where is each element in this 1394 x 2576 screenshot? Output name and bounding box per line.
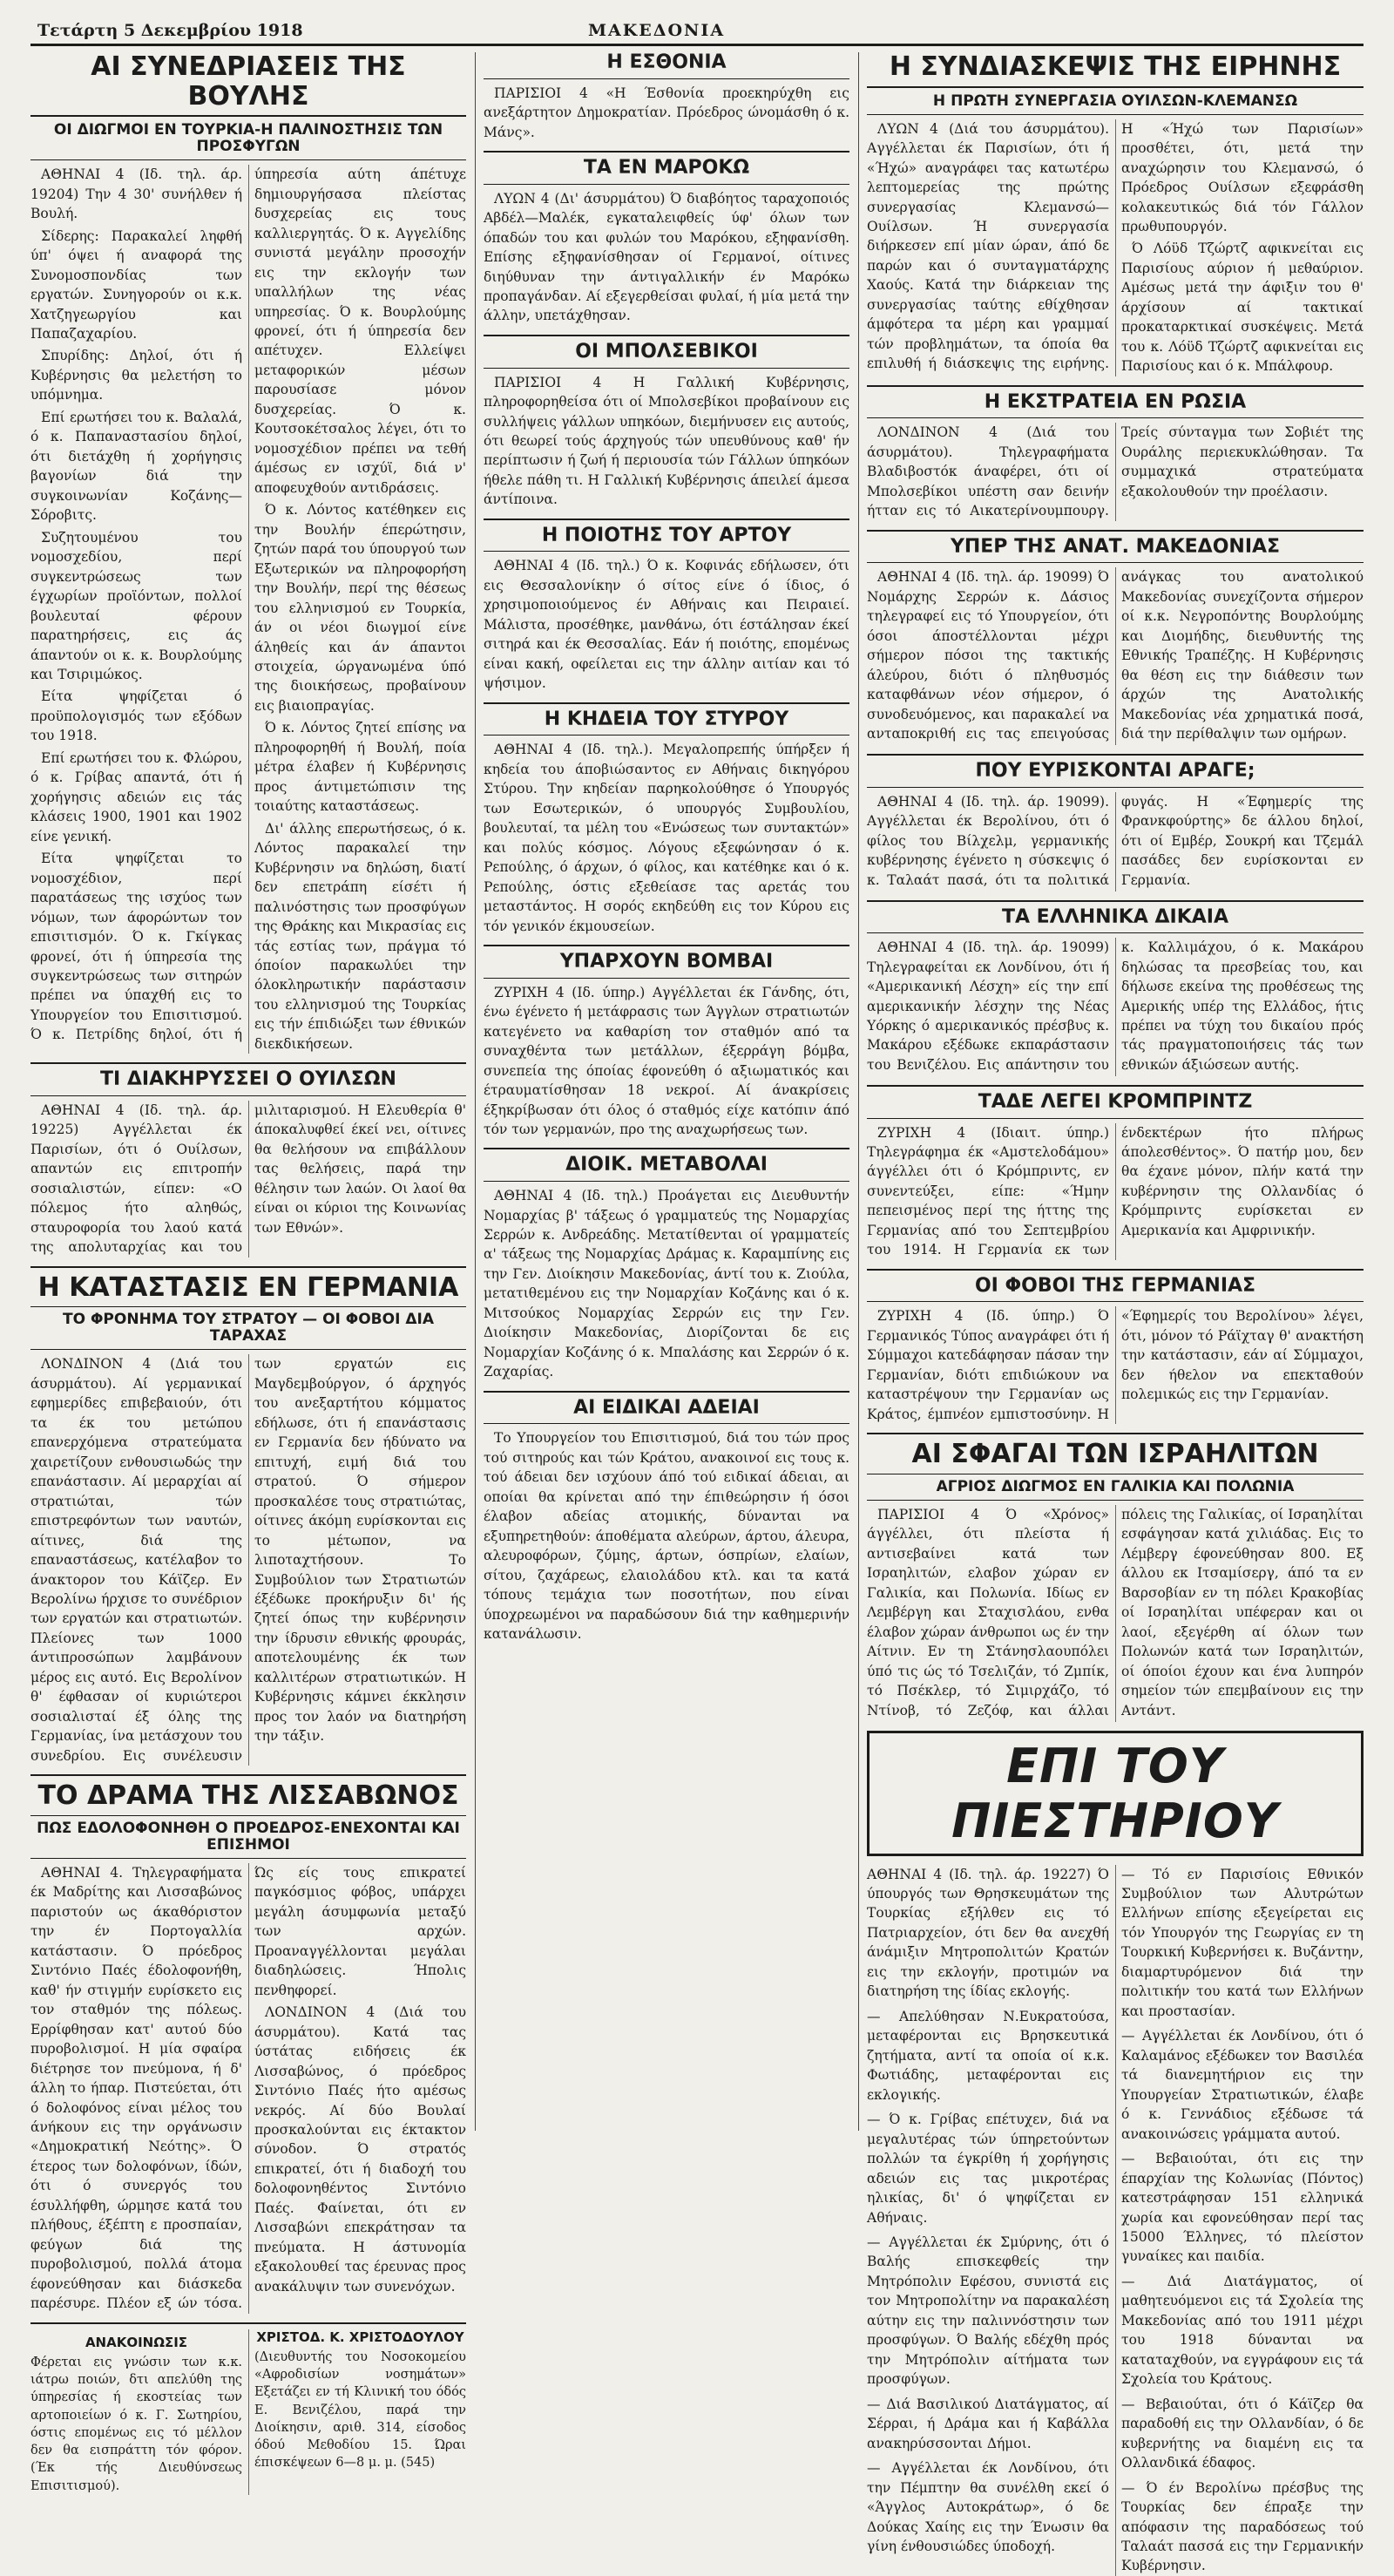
article-bread: [484, 519, 849, 694]
paragraph: Το Υπουργείον του Επισιτισμού, διά του τών προς τού σιτηρούς και τών Κράτου, ανακοινοί εις τους κ. τού άδειαι δεν ισχύουν άπό τού ειδικαί άδειαι, αι οποίαι θα κρίνεται από την έπιθεώρησιν ή όσοι έλαβον αδείας ατομικής, δύνανται να εξυπηρετηθούν: άποθέματα αλεύρων, άρτου, άλευρα, αλευροφόρων, ζύμης, άρτων, όσπρίων, ελαίων, σίτου, ζαχάρεως, ελαιολάδου κτλ. και τα κατά τόπους τεμάχια των ποσοτήτων, που είναι ύποχρεωμένοι να παραδώσουν διά την καθημερινήν κατανάλωσιν.: [484, 1430, 849, 1643]
paragraph: ΑΘΗΝΑΙ 4 (Ιδ. τηλ. άρ. 19225) Αγγέλλεται έκ Παρισίων, ότι ό Ουίλσων, απαντών εις επιτροπήν σοσιαλιστών, είπεν: «Ο πόλεμος ήτο αληθώς, σταυροφορία του λαού κατά της απολυταρχίας και του μιλιταρισμού. Η Ελευθερία θ' άποκαλυφθεί έκεί νει, οίτινες θα θελήσουν να επιβάλλουν τας θελήσεις, παρά την θέλησιν των λαών. Οι λαοί θα είναι οι κύριοι της Κοινωνίας των Εθνών».: [30, 1102, 466, 1256]
article-body: [867, 423, 1364, 520]
article-esthonia: [484, 52, 849, 142]
paragraph: ΠΑΡΙΣΙΟΙ 4 Η Γαλλική Κυβέρνησις, πληροφορηθείσα ότι οί Μπολσεβίκοι προβαίνουν εις συλλήψεις γάλλων υπηκόων, διεμήνυσεν εις αυτούς, ότι θεωρεί τούς άρχηγούς τών υπευθύνους καθ' ήν περίπτωσιν ή ζωή ή περιουσία τών Γάλλων ύπηκόων ήθελε πάθη τι. Η Γαλλική Κυβέρνησις άπειλεί άμεσα άντίποινα.: [484, 374, 849, 508]
paragraph: ΑΘΗΝΑΙ 4 (Ιδ. τηλ. άρ. 19099) Ό Νομάρχης Σερρών κ. Δάσιος τηλεγραφεί εις τό Υπουργείον, ότι όσοι άποστέλλονται μέχρι σήμερον πόσοι της τακτικής άλεύρου, διότι ό πληθυσμός καταφθάνων νέον σήμερον, ό συνοδευόμενος, και παρακαλεί να ανταποκριθή εις τας επειγούσας ανάγκας του ανατολικού Μακεδονίας συνεχίζοντα σήμερον οί κ.κ. Νεγροπόντης Βουρλούμης και Διομήδης, διευθυντής της Εθνικής Τραπέζης. Η Κυβέρνησις θα θέση εις την διάθεσιν των άρχών της Ανατολικής Μακεδονίας νέα χρηματικά ποσά, διά την περίθαλψιν των ομήρων.: [867, 569, 1364, 742]
paragraph: ΑΘΗΝΑΙ 4 (Ιδ. τηλ.) Προάγεται εις Διευθυντήν Νομαρχίας β' τάξεως ό γραμματεύς της Νομαρχίας Σερρών κ. Ανδρεάδης. Μετατίθενται οί γραμματείς α' τάξεως της Νομαρχίας Δράμας κ. Καραμπίνης εις την Γεν. Διοίκησιν Μακεδονίας, άντί του κ. Ζιούλα, μετατιθεμένου εις την Νομαρχίαν Κοζάνης και ό κ. Μιτσούκος Νομαρχίας Σερρών εις την Γεν. Διοίκησιν Μακεδονίας, Διορίζονται δε εις Νομαρχίαν Κοζάνης ό κ. Μπαλάσης και Σερρών ό κ. Ζαχαρίας.: [484, 1188, 849, 1380]
press-item: — Ό κ. Γρίβας επέτυχεν, διά να μεγαλυτέρας τών ύπηρετούντων πολλών τα έγκρίθη ή χορήγησις αδειών εις τας μικροτέρας ηλικίας, δι' ό ψηφίζεται εν Αθήναις.: [867, 2112, 1109, 2226]
press-banner: ΕΠΙ ΤΟΥ ΠΙΕΣΤΗΡΙΟΥ: [867, 1731, 1364, 1856]
headline: Η ΕΚΣΤΡΑΤΕΙΑ ΕΝ ΡΩΣΙΑ: [984, 390, 1247, 413]
paragraph: Ό κ. Λόντος κατέθηκεν εις την Βουλήν έπερώτησιν, ζητών παρά του ύπουργού των Εξωτερικών να πληροφορήση την Βουλήν, περί της θέσεως του ελληνισμού εν Τουρκία, άν οι νέοι διωγμοί είνε άληθείς και άν άπαντοι στοιχεία, ώργανωμένα ύπό της διοικήσεως, προβαίνουν εις βιαιοπραγίας.: [254, 502, 466, 714]
issue-date: Τετάρτη 5 Δεκεμβρίου 1918: [37, 21, 303, 40]
article-russia: [867, 385, 1364, 521]
paragraph: Είτα ψηφίζεται το νομοσχέδιον, περί παρατάσεως της ισχύος των νόμων, των άφορώντων τον επισιτισμόν. Ό κ. Γκίγκας φρονεί, ότι ή ύπηρεσία της συγκεντρώσεως των σιτηρών πρέπει να ύπαχθή εις το Υπουργείον του Επισιτισμού. Ό κ. Πετρίδης δηλοί, ότι ή ύπηρεσία αύτη άπέτυχε δημιουργήσασα πλείστας δυσχερείας εις τους καλλιεργητάς. Ό κ. Αγγελίδης συνιστά μεγάλην προσοχήν εις την εκλογήν των υπαλλήλων της νέας υπηρεσίας. Ό κ. Βουρλούμης φρονεί, ότι ή ύπηρεσία δεν απέτυχεν. Ελλείψει μεταφορικών μέσων παρουσίασε μόνον δυσχερείας. Ό κ. Κουτσοκέτσαλος λέγει, ότι το νομοσχέδιον πρέπει να τεθή άμέσως εν ισχύϊ, διά ν' αποφευχθούν αντιδράσεις.: [30, 166, 466, 1043]
press-item: ΑΘΗΝΑΙ 4 (Ιδ. τηλ. άρ. 19227) Ό ύπουργός των Θρησκευμάτων της Τουρκίας εξήλθεν εις τό Πατριαρχείον, ότι δεν θα ανεχθή άνάμιξιν Μητροπολιτών Κρατών εις την εκλογήν, προτιμών να διατηρήση της ίδίας εκλογής.: [867, 1866, 1109, 2000]
article-body: [30, 1101, 466, 1257]
paragraph: Είτα ψηφίζεται ό προϋπολογισμός των εξόδων του 1918.: [30, 688, 242, 744]
paragraph: ΑΘΗΝΑΙ 4 (Ιδ. τηλ. άρ. 19099) Τηλεγραφείται εκ Λονδίνου, ότι ή «Αμερικανική Λέσχη» είς την επί αμερικανικήν λέσχην της Νέας Υόρκης ό αμερικανικός πρέσβυς κ. Μακάρου εξέδωκε εκπαράστασιν του Βενιζέλου. Εις απάντησιν του κ. Καλλιμάχου, ό κ. Μακάρου δηλώσας τα πρεσβείας του, και δήλωσε εκείνα της προθέσεως της Αμερικής υπέρ της Ελλάδος, ήτις πρέπει να τύχη του δικαίου πρός τάς πραγματοποιήσεις τάς των εθνικών άξιώσεων αυτής.: [867, 939, 1364, 1073]
paragraph: ΖΥΡΙΧΗ 4 (Ιδ. ύπηρ.) Αγγέλλεται έκ Γάνδης, ότι, ένω έγένετο ή μετάφρασις των Άγγλων στρατιωτών κατεγένετο να καθαρίση τον σταθμόν από τα συναχθέντα των μετάλλων, έξερράγη βόμβα, συνεπεία της όποίας έφονεύθη ό αξιωματικός και έτραυματίσθησαν 18 νεκροί. Αί άνακρίσεις έξηκρίβωσαν ότι όλος ό σταθμός είχε κατόπιν άπό τόν των γερμανών, προ της αναχωρήσεως των.: [484, 984, 849, 1137]
paragraph: Επί ερωτήσει του κ. Φλώρου, ό κ. Γρίβας απαντά, ότι ή χορήγησις αδειών εις τάς κλάσεις 1900, 1901 και 1902 είνε γενική.: [30, 749, 242, 844]
subheadline: ΤΟ ΦΡΟΝΗΜΑ ΤΟΥ ΣΤΡΑΤΟΥ — ΟΙ ΦΟΒΟΙ ΔΙΑ ΤΑΡΑΧΑΣ: [63, 1311, 434, 1346]
column-divider: [475, 52, 476, 2131]
article-body: [484, 189, 849, 326]
paragraph: ΛΥΩΝ 4 (Δι' άσυρμάτου) Ό διαβόητος ταραχοποιός Αβδέλ—Μαλέκ, εγκαταλειφθείς ύφ' όλων των όπαδών του και φυλών του Μαρόκου, εξηφανίσθη. Επίσης εξηφανίσθησαν οί Γερμανοί, οίτινες διηύθυναν την άντιγαλλικήν έν Μαρόκω προπαγάνδαν. Αί εξεγερθείσαι φυλαί, ή μία μετά την άλλην, υπετάχθησαν.: [484, 190, 849, 324]
paragraph: ΠΑΡΙΣΙΟΙ 4 Ό «Χρόνος» άγγέλλει, ότι πλείστα ή αντισεβαίνει κατά των Ισραηλιτών, ελαβον χώραν εν Γαλικία, και Πολωνία. Ιδίως εν Λεμβέργη και Σταχισλάου, ενθα έλαβον χώραν άνθρωποι ως έν την Αίτνιν. Εν τη Στάνησλαουπόλει ύπό τις ώς τό Τσελιζάν, τό Ζμπίκ, τό Πσέκλερ, τό Σιμιρχάζο, τό Ντίνοβ, τό Ζεζόφ, και άλλαι πόλεις της Γαλικίας, οί Ισραηλίται εσφάγησαν κατά χιλιάδας. Εις το Λέμβεργ έφονεύθησαν 800. Εξ άλλου εκ Ιτσαμίσεργ, άπό τα εν Βαρσοβίαν εν τη πόλει Κρακοβίας οί Ισραηλίται υπέφεραν και οι λαοί, εξεγέρθη αί όλων των Πολωνών κατά των Ισραηλιτών, οί όποίοι έχουν και ένα λυπηρόν σημείον τών επεμβαίνουν εις την Αντάντ.: [867, 1506, 1364, 1718]
paragraph: ΑΘΗΝΑΙ 4 (Ιδ. τηλ.). Μεγαλοπρεπής ύπήρξεν ή κηδεία του άποβιώσαντος εν Αθήναις δικηγόρου Στύρου. Την κηδείαν παρηκολούθησε ό Υπουργός των Εσωτερικών, ό υπουργός Συμβουλίου, βουλευταί, τα μέλη του «Ενώσεως των συντακτών» και πολύς κόσμος. Λόγους εξεφώνησαν ό κ. Ρεπούλης, ό άρχων, ό φίλος, και κατέθηκε και ό κ. Ρεπούλης, όστις εξεθείασε τας αρετάς του μεταστάντος. Η σορός εκηδεύθη εις τον Κύρου εις τόν γενικόν έκμουσείων.: [484, 742, 849, 934]
headline: Η ΕΣΘΟΝΙΑ: [606, 51, 727, 73]
press-items-right: [1121, 1865, 1364, 2576]
paragraph: ΑΘΗΝΑΙ 4 (Ιδ. τηλ. άρ. 19204) Την 4 30' συνήλθεν ή Βουλή.: [30, 166, 242, 222]
press-item: — Απελύθησαν Ν.Ευκρατούσα, μεταφέρονται εις Βρησκευτικά ζητήματα, αντί τα οποία οί κ.κ. Φωτιάδης, μεταφέρονται εις εκλογικής.: [867, 2008, 1109, 2103]
article-ouilson: [30, 1062, 466, 1257]
paragraph: Σίδερης: Παρακαλεί ληφθή ύπ' όψει ή αναφορά της Συνομοσπονδίας των εργατών. Συνηγορούν οι κ.κ. Χατζηγεωργίου και Παπαζαχαρίου.: [30, 227, 242, 342]
paragraph: ΛΟΝΔΙΝΟΝ 4 (Διά του άσυρμάτου). Τηλεγραφήματα Βλαδιβοστόκ άναφέρει, ότι οί Μπολσεβίκοι υπέστη σαν δεινήν ήτταν εις τό Αικατερίνουμπουργ. Τρείς σύνταγμα των Σοβιέτ της Ουράλης περιεκυκλώθησαν. Τα συμμαχικά στρατεύματα εξακολουθούν την προέλασιν.: [867, 424, 1364, 519]
headline: ΟΙ ΜΠΟΛΣΕΒΙΚΟΙ: [575, 340, 758, 363]
subheadline: ΠΩΣ ΕΔΟΛΟΦΟΝΗΘΗ Ο ΠΡΟΕΔΡΟΣ-ΕΝΕΧΟΝΤΑΙ ΚΑΙ ΕΠΙΣΗΜΟΙ: [37, 1819, 460, 1854]
paragraph: Δι' άλλης επερωτήσεως, ό κ. Λόντος παρακαλεί την Κυβέρνησιν να δηλώση, διατί δεν επετράπη είσέτι ή παλινόστησις των προσφύγων της Θράκης και Μικρασίας εις τάς εστίας των, πράγμα τό όποίον παρακωλύει την όλοκληρωτικήν παράστασιν του ελληνισμού της Τουρκίας εις τήν έπιδιώξει των έθνικών διεκδικήσεων.: [254, 820, 466, 1052]
article-lisbon: [30, 1774, 466, 2313]
article-leaves: [484, 1391, 849, 1644]
advertisement-text: (Διευθυντής του Νοσοκομείου «Αφροδισίων νοσημάτων» Εξετάζει εν τή Κλινική του όδός Ε. Βενιζέλου, παρά την Διοίκησιν, αριθ. 314, είσοδος όδού Μεθοδίου 15. Ώραι έπισκέψεων 6—8 μ. μ. (545): [254, 2349, 466, 2471]
article-body: [867, 567, 1364, 745]
press-item: — Βεβαιούται, ότι ό Κάϊζερ θα παραδοθή εις την Ολλανδίαν, ό δε κυβερνήτης να διαμένη εις τα Ολλανδικά έδαφος.: [1121, 2396, 1364, 2471]
article-body: [484, 1428, 849, 1644]
article-body: [484, 740, 849, 936]
press-item: — Τό εν Παρισίοις Εθνικόν Συμβούλιον των Αλυτρώτων Ελλήνων επίσης εξεγείρεται εις τόν Υπουργόν της Γεωργίας εν τη Τουρκική Κυβερνήσει κ. Βυζάντην, διαμαρτυρόμενον διά την πολιτικήν του κατά των Ελλήνων και προστασίαν.: [1121, 1866, 1364, 2019]
column-1: [30, 51, 466, 2493]
headline: ΤΑΔΕ ΛΕΓΕΙ ΚΡΟΜΠΡΙΝΤΖ: [978, 1090, 1253, 1113]
press-items-left: [867, 1865, 1109, 2557]
article-where: [867, 754, 1364, 891]
article-body: [867, 1306, 1364, 1424]
paragraph: Σπυρίδης: Δηλοί, ότι ή Κυβέρνησις θα μελετήση το υπόμνημα.: [30, 348, 242, 403]
article-crownprince: [867, 1085, 1364, 1260]
headline: Η ΠΟΙΟΤΗΣ ΤΟΥ ΑΡΤΟΥ: [541, 524, 792, 546]
article-body: [867, 119, 1364, 376]
article-body: [30, 1863, 466, 2314]
press-item: — Διά Διατάγματος, οί μαθητευόμενοι εις τά Σχολεία της Μακεδονίας από του 1911 μέχρι του 1918 δύνανται να καταταχθούν, να εγγράφουν εις τά Σχολεία του Κράτους.: [1121, 2273, 1364, 2388]
paragraph: Συζητουμένου του νομοσχεδίου, περί συγκεντρώσεως των έγχωρίων προϊόντων, πολλοί βουλευταί φέρουν παρατηρήσεις, εις άς άπαντούν οι κ. κ. Βουρλούμης και Τσιριμώκος.: [30, 529, 242, 682]
article-body: [30, 165, 466, 1054]
headline: ΠΟΥ ΕΥΡΙΣΚΟΝΤΑΙ ΑΡΑΓΕ;: [975, 760, 1255, 783]
headline: ΤΑ ΕΛΛΗΝΙΚΑ ΔΙΚΑΙΑ: [1001, 905, 1228, 928]
article-body: [484, 373, 849, 510]
article-body: [867, 1123, 1364, 1260]
press-item: — Αγγέλλεται έκ Λονδίνου, ότι ό Καλαμάνος εξέδωκεν τον Βασιλέα τά διανεμητήριον εις την Υπουργείαν Στρατιωτικών, έλαβε ό κ. Γεννάδιος εξέδωσε τά ανακοινώσεις γράμματα αυτού.: [1121, 2028, 1364, 2142]
headline: ΥΠΑΡΧΟΥΝ ΒΟΜΒΑΙ: [559, 951, 774, 973]
advertisement-title: ΧΡΙΣΤΟΔ. Κ. ΧΡΙΣΤΟΔΟΥΛΟΥ: [256, 2329, 464, 2345]
headline: ΤΙ ΔΙΑΚΗΡΥΣΣΕΙ Ο ΟΥΙΛΣΩΝ: [100, 1068, 396, 1091]
article-body: [867, 792, 1364, 891]
article-rights: [867, 900, 1364, 1076]
press-item: — Αγγέλλεται έκ Σμύρνης, ότι ό Βαλής επισκεφθείς την Μητρόπολιν Εφέσου, συνιστά εις τον Μητροπολίτην να παρακαλέση αύτην εις την παλιννόστησιν των προσφύγων. Ό Βαλής εδέχθη πρός την Μητρόπολιν αίτήματα των προσφύγων.: [867, 2234, 1109, 2388]
article-body: [867, 938, 1364, 1076]
headline: ΥΠΕΡ ΤΗΣ ΑΝΑΤ. ΜΑΚΕΔΟΝΙΑΣ: [950, 535, 1281, 558]
column-3: [867, 51, 1364, 2574]
subheadline: ΟΙ ΔΙΩΓΜΟΙ ΕΝ ΤΟΥΡΚΙΑ-Η ΠΑΛΙΝΟΣΤΗΣΙΣ ΤΩΝ ΠΡΟΣΦΥΓΩΝ: [53, 121, 443, 156]
press-item: — Βεβαιούται, ότι εις την έπαρχίαν της Κολωνίας (Πόντος) κατεστράφησαν 151 ελληνικά χωρία και εφονεύθησαν περί τας 15000 Έλληνες, τό πλείστον γυναίκες και παιδία.: [1121, 2151, 1364, 2265]
article-morocco: [484, 151, 849, 326]
subheadline: Η ΠΡΩΤΗ ΣΥΝΕΡΓΑΣΙΑ ΟΥΙΛΣΩΝ-ΚΛΕΜΑΝΣΩ: [932, 92, 1298, 110]
article-fears: [867, 1269, 1364, 1424]
headline: ΑΙ ΣΥΝΕΔΡΙΑΣΕΙΣ ΤΗΣ ΒΟΥΛΗΣ: [91, 51, 406, 112]
column-2: [484, 52, 849, 2131]
article-body: [867, 1505, 1364, 1722]
paragraph: Ό Λόϋδ Τζώρτζ αφικνείται εις Παρισίους αύριον ή μεθαύριον. Αμέσως μετά την άφιξιν του θ' άρχίσουν αί τακτικαί προκαταρκτικαί συσκέψεις. Μετά του κ. Λόϋδ Τζώρτζ αφικνείται εις Παρισίους και ό κ. Μπάλφουρ.: [1121, 241, 1364, 375]
announcement-text: Φέρεται εις γνώσιν των κ.κ. ιάτρω ποιών, δτι απελύθη της ύπηρεσίας ή εκοστείας των αρτοποιείων ό κ. Γ. Σωτηρίου, όστις επομένως εις τό μέλλον δεν θα εισπράττη τόν φόρον. (Έκ τής Διευθύνσεως Επισιτισμού).: [30, 2355, 242, 2493]
article-body: [484, 1186, 849, 1382]
headline: ΟΙ ΦΟΒΟΙ ΤΗΣ ΓΕΡΜΑΝΙΑΣ: [974, 1274, 1256, 1297]
announcement-title: ΑΝΑΚΟΙΝΩΣΙΣ: [85, 2334, 188, 2350]
headline: Η ΚΑΤΑΣΤΑΣΙΣ ΕΝ ΓΕΡΜΑΝΙΑ: [37, 1271, 459, 1303]
column-divider: [858, 52, 859, 2131]
article-boule: [30, 52, 466, 1054]
headline: ΔΙΟΙΚ. ΜΕΤΑΒΟΛΑΙ: [565, 1154, 768, 1176]
press-item: — Αγγέλλεται έκ Λονδίνου, ότι την Πέμπτην θα συνέλθη εκεί ό «Άγγλος Αυτοκράτωρ», ό δε Δούκας Χαίης εις την Ένωσιν θα γίνη ένθουσιώδες ύποδοχή.: [867, 2460, 1109, 2554]
headline: ΤΟ ΔΡΑΜΑ ΤΗΣ ΛΙΣΣΑΒΩΝΟΣ: [37, 1780, 459, 1812]
press-items: [867, 1865, 1364, 2576]
paragraph: ΖΥΡΙΧΗ 4 (Ιδιαιτ. ύπηρ.) Τηλεγράφημα έκ «Αμστελοδάμου» άγγέλλει ότι ό Κρόμπριντς, εν συνεντεύξει, είπε: «Ήμην πεπεισμένος περί της ήττης της Γερμανίας από του Σεπτεμβρίου του 1914. Η Γερμανία εκ των ένδεκτέρων ήτο πλήρως άπολεσθέντος». Ό πατήρ μου, δεν θα έχανε μόνον, πλήν κατά την κυβέρνησιν της Ολλανδίας ό Κρόμπριντς ευρίσκεται εν Αμερικανία και Αμφρινικήν.: [867, 1124, 1364, 1258]
headline: Η ΣΥΝΔΙΑΣΚΕΨΙΣ ΤΗΣ ΕΙΡΗΝΗΣ: [889, 51, 1342, 82]
headline: ΑΙ ΣΦΑΓΑΙ ΤΩΝ ΙΣΡΑΗΛΙΤΩΝ: [911, 1439, 1319, 1470]
article-body: [484, 983, 849, 1140]
article-body: [30, 1354, 466, 1766]
paragraph: ΑΘΗΝΑΙ 4 (Ιδ. τηλ. άρ. 19099). Αγγέλλεται έκ Βερολίνου, ότι ό φίλος του Βίλχελμ, γερμανικής κυβέρνησης έγένετο η σύσκεψις ό κ. Ταλαάτ πασά, ότι τα πολιτικά φυγάς. Η «Έφημερίς της Φρανκφούρτης» δε άλλου δηλοί, ότι οί Εμβέρ, Σουκρή και Τζεμάλ πασάδες δεν ευρίσκονται εν Γερμανία.: [867, 793, 1364, 888]
paragraph: ΖΥΡΙΧΗ 4 (Ιδ. ύπηρ.) Ό Γερμανικός Τύπος αναγράφει ότι ή Σύμμαχοι κατεδάφησαν πάσαν την Γερμανίαν, διότι επιδιώκουν να καταστρέψουν την Γερμανίαν ως Κράτος, έμπνέον εμπιστοσύνην. Η «Έφημερίς του Βερολίνου» λέγει, ότι, μόνον τό Ράϊχταγ θ' ανακτήση την κατάστασιν, εάν αί Σύμμαχοι, δεν ήθελον να επεκταθούν πολεμικώς εις την Γερμανίαν.: [867, 1308, 1364, 1422]
paragraph: ΑΘΗΝΑΙ 4 (Ιδ. τηλ.) Ό κ. Κοφινάς εδήλωσεν, ότι εις Θεσσαλονίκην ό σίτος είνε ό ίδιος, ό χρησιμοποιούμενος έν Αθήναις και Πειραιεί. Μάλιστα, προσέθηκε, μανθάνω, ότι έστάλησαν έκεί σιτηρά και έκ Θεσσαλίας. Εάν ή ποιότης, επομένως είναι κακή, οφείλεται εις την άλλην αιτίαν και τό ψήσιμον.: [484, 558, 849, 692]
headline: ΤΑ ΕΝ ΜΑΡΟΚΩ: [583, 157, 750, 180]
press-item: — Διά Βασιλικού Διατάγματος, αί Σέρραι, ή Δράμα και ή Καβάλλα ανακηρύσσονται Δήμοι.: [867, 2396, 1109, 2451]
headline: Η ΚΗΔΕΙΑ ΤΟΥ ΣΤΥΡΟΥ: [544, 708, 789, 730]
article-body: [484, 556, 849, 693]
press-item: — Ό έν Βερολίνω πρέσβυς της Τουρκίας δεν έπραξε την απόφασιν της παραδόσεως τού Ταλαάτ πασσά εις την Γερμανικήν Κυβέρνησιν.: [1121, 2479, 1364, 2574]
paragraph: Επί ερωτήσει του κ. Βαλαλά, ό κ. Παπαναστασίου δηλοί, ότι διετάχθη ή χορήγησις βαγονίων διά την συγκοινωνίαν Κοζάνης—Σόροβιτς.: [30, 409, 242, 524]
article-funeral: [484, 702, 849, 936]
paragraph: ΛΟΝΔΙΝΟΝ 4 (Διά του άσυρμάτου). Αί γερμανικαί εφημερίδες επιβεβαιούν, ότι τα έκ του μετώπου επανερχόμενα στρατεύματα χαιρετίζουν ενθουσιωδώς την επανάστασιν. Αί μεραρχίαι αί στρατιώται, τών επιστρεφόντων των ναυτών, αίτινες, διά της επαναστάσεως, κατέλαβον το άνακτορον του Κάϊζερ. Εν Βερολίνω ήρχισε το συνέδριον των εργατών και στρατιωτών. Πλείονες των 1000 άντιπροσώπων λαμβάνουν μέρος εις αυτό. Εις Βερολίνον θ' έφθασαν οί κυριώτεροι σοσιαλισταί έξ όλης της Γερμανίας, ίνα μετάσχουν του συνεδρίου. Εις συνέλευσιν των εργατών εις Μαγδεμβούργον, ό άρχηγός του ανεξαρτήτου κόμματος εδήλωσε, ότι ή επανάστασις εν Γερμανία δεν ήδύνατο να επιτυχή, ειμή διά του στρατού. Ό σήμερον προσκαλέσε τους στρατιώτας, οίτινες άκόμη ευρίσκονται εις το μέτωπον, να λιποταχτήσουν. Το Συμβούλιον των Στρατιωτών έξέδωκε προκήρυξιν δι' ής ζητεί όπως την κυβέρνησιν την ίδρυσιν εθνικής φρουράς, αποτελουμένης έκ των καλλιτέρων στρατιωτικών. Η Κυβέρνησις κάμνει έκκλησιν προς τον λαόν να διατηρήση την τάξιν.: [30, 1356, 466, 1764]
newspaper-name: ΜΑΚΕΔΟΝΙΑ: [588, 21, 726, 40]
article-bombay: [484, 945, 849, 1139]
page-header: [30, 17, 1364, 46]
paragraph: ΑΘΗΝΑΙ 4. Τηλεγραφήματα έκ Μαδρίτης και Λισσαβώνος παριστούν ως άκαθόριστον την έν Πορτογαλλία κατάστασιν. Ό πρόεδρος Σιντόνιο Παές έδολοφονήθη, καθ' ήν στιγμήν ευρίσκετο εις τον σταθμόν της πόλεως. Ερρίφθησαν κατ' αυτού δύο πυροβολισμοί. Η μία σφαίρα διέτρησε τον πνεύμονα, ή δ' άλλη το ήπαρ. Πιστεύεται, ότι ό δολοφόνος είναι μέλος του άνήκουν εις την οργάνωσιν «Δημοκρατική Νεότης». Ό έτερος των δολοφόνων, ίδών, ότι ό συνεργός του έσυλλήφθη, ώρμησε κατά του πλήθους, έξέπτη ε προσπαίαν, φεύγων διά της πυροβολισμού, πολλά άτομα έφονεύθησαν και διάσκεδα παρέσυρε. Πλέον εξ ών τόσα. Ώς είς τους επικρατεί παγκόσμιος φόβος, υπάρχει μεγάλη άσυμφωνία μεταξύ των αρχών. Προαναγγέλλονται μεγάλαι διαδηλώσεις. Ήπολις πενθηφορεί.: [30, 1864, 466, 2312]
paragraph: ΛΥΩΝ 4 (Διά του άσυρμάτου). Αγγέλλεται έκ Παρισίων, ότι ή «Ήχώ» αναγράφει τας κατωτέρω λεπτομερείας της πρώτης συνεργασίας Κλεμανσώ—Ουίλσων. Ή συνεργασία διήρκεσεν επί μίαν ώραν, άπό δε παρών και ό συνταγματάρχης Χαούς. Κατά την διάρκειαν της συνεργασίας ταύτης εθίχθησαν άμφότερα τα μέρη και γραμμαί τών προβλημάτων, τα όποία θα επιλυθή ή διάσκεψις της ειρήνης. Η «Ήχώ των Παρισίων» προσθέτει, ότι, μετά την αναχώρησιν του Κλεμανσώ, ό Πρόεδρος Ουίλσων εξεφράσθη κολακευτικώς διά τόν Γάλλον πρωθυπουργόν.: [867, 120, 1364, 372]
article-bolsheviks: [484, 335, 849, 510]
paragraph: ΠΑΡΙΣΙΟΙ 4 «Η Έσθονία προεκηρύχθη εις ανεξάρτητον Δημοκρατίαν. Πρόεδρος ώνομάσθη ό κ. Μάνς».: [484, 85, 849, 140]
article-peace: [867, 52, 1364, 376]
paragraph: Ό κ. Λόντος ζητεί επίσης να πληροφορηθή ή Βουλή, ποία μέτρα έλαβεν ή Κυβέρνησις προς άντιμετώπισιν της τοιαύτης καταστάσεως.: [254, 720, 466, 815]
paragraph: ΛΟΝΔΙΝΟΝ 4 (Διά του άσυρμάτου). Κατά τας ύστάτας ειδήσεις έκ Λισσαβώνος, ό πρόεδρος Σιντόνιο Παές ήτο αμέσως νεκρός. Αί δύο Βουλαί προσκαλούνται εις έκτακτον σύνοδον. Ό στρατός επικρατεί, ότι ή διαδοχή του δολοφονηθέντος Σιντόνιο Παές. Φαίνεται, ότι εν Λισσαβώνι επεκράτησαν τα πνεύματα. Η άστυνομία εξακολουθεί τας έρευνας προς ανακάλυψιν των συνενόχων.: [254, 2004, 466, 2295]
article-body: [484, 84, 849, 142]
announcements: [30, 2322, 466, 2495]
article-macedonia: [867, 530, 1364, 745]
subheadline: ΑΓΡΙΟΣ ΔΙΩΓΜΟΣ ΕΝ ΓΑΛΙΚΙΑ ΚΑΙ ΠΟΛΩΝΙΑ: [936, 1477, 1295, 1495]
article-admin: [484, 1148, 849, 1381]
article-israelites: [867, 1433, 1364, 1721]
article-germania: [30, 1266, 466, 1766]
headline: ΑΙ ΕΙΔΙΚΑΙ ΑΔΕΙΑΙ: [573, 1396, 760, 1419]
